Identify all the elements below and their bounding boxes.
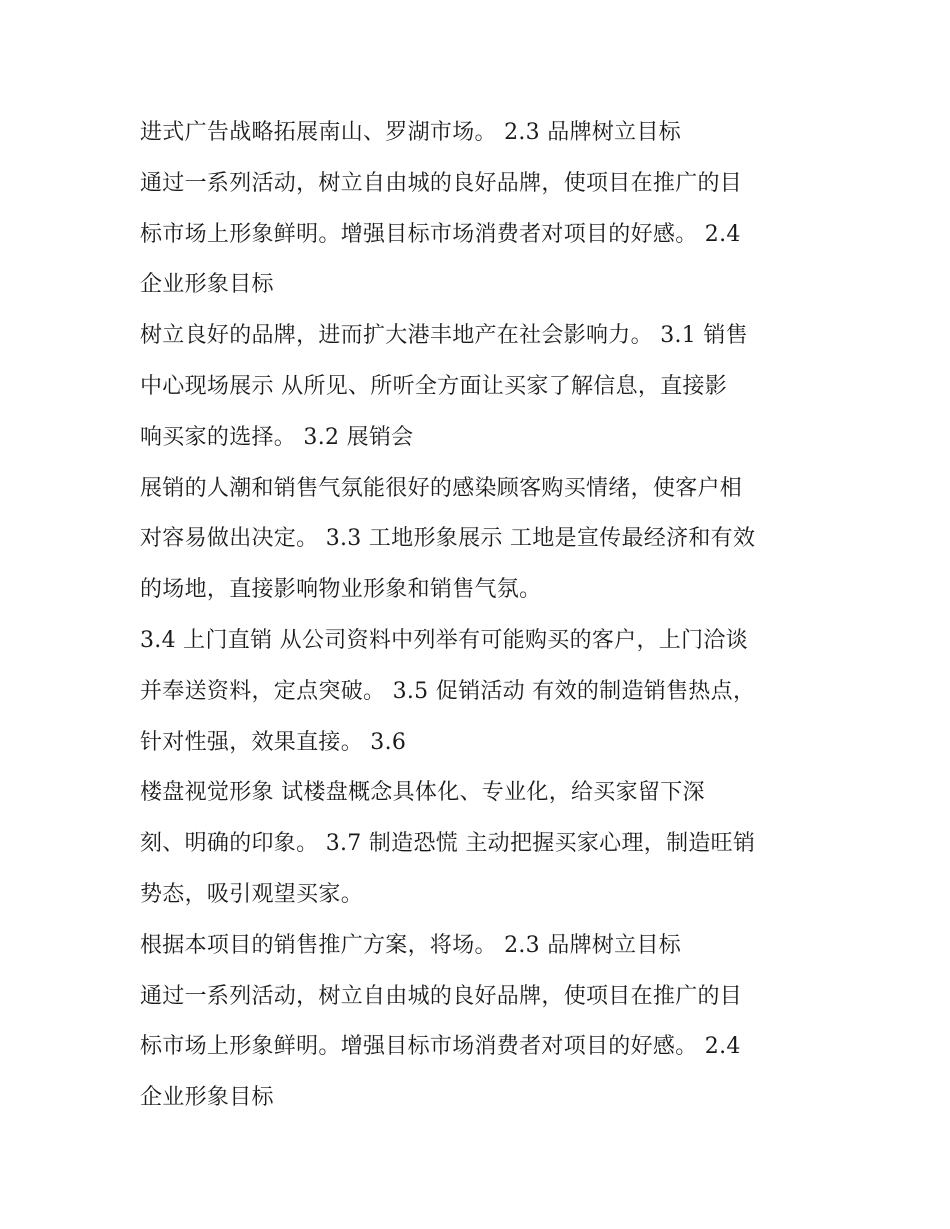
text-line: 通过一系列活动，树立自由城的良好品牌，使项目在推广的目 [140,983,743,1009]
text-line: 企业形象目标 [140,272,274,298]
text-line: 展销的人潮和销售气氛能很好的感染顾客购买情绪，使客户相 [140,475,743,501]
text-line: 中心现场展示 从所见、所听全方面让买家了解信息，直接影 [140,373,728,399]
text-line: 标市场上形象鲜明。增强目标市场消费者对项目的好感。 2.4 [140,221,741,247]
document-body [140,108,830,1124]
text-line: 根据本项目的销售推广方案，将场。 2.3 品牌树立目标 [140,932,682,958]
text-line: 标市场上形象鲜明。增强目标市场消费者对项目的好感。 2.4 [140,1034,741,1060]
text-line: 的场地，直接影响物业形象和销售气氛。 [140,577,542,603]
text-line: 针对性强，效果直接。 3.6 [140,729,407,755]
text-line: 进式广告战略拓展南山、罗湖市场。 2.3 品牌树立目标 [140,120,682,145]
text-line: 对容易做出决定。 3.3 工地形象展示 工地是宣传最经济和有效 [140,526,756,552]
text-line: 3.4 上门直销 从公司资料中列举有可能购买的客户，上门洽谈 [140,627,748,653]
text-line: 树立良好的品牌，进而扩大港丰地产在社会影响力。 3.1 销售 [140,323,748,349]
text-line: 刻、明确的印象。 3.7 制造恐慌 主动把握买家心理，制造旺销 [140,831,756,857]
text-line: 企业形象目标 [140,1085,274,1111]
text-line: 势态，吸引观望买家。 [140,881,364,907]
text-line: 并奉送资料，定点突破。 3.5 促销活动 有效的制造销售热点， [140,678,756,704]
text-line: 通过一系列活动，树立自由城的良好品牌，使项目在推广的目 [140,170,743,196]
text-line: 响买家的选择。 3.2 展销会 [140,424,414,450]
text-line: 楼盘视觉形象 试楼盘概念具体化、专业化，给买家留下深 [140,780,705,806]
